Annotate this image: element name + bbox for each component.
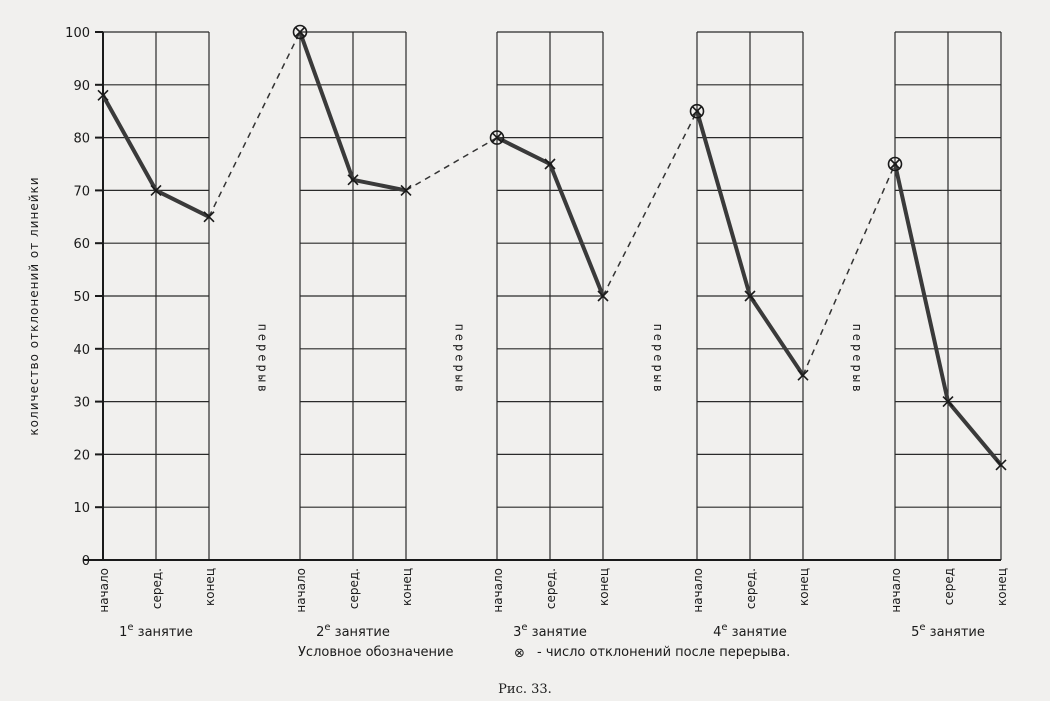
session-label: $5^е$ занятие [911,622,985,640]
x-tick-label: начало [97,568,111,613]
x-tick-label: серед. [544,568,558,610]
x-tick-label: начало [294,568,308,613]
session-label: $4^е$ занятие [713,622,787,640]
y-axis [65,26,1001,569]
x-tick-label: серед [942,568,956,606]
x-tick-label: начало [691,568,705,613]
y-tick-label: 20 [73,448,90,464]
y-tick-label: 30 [73,395,90,411]
legend-text: - число отклонений после перерыва. [537,645,791,660]
y-tick-label: 10 [73,501,90,517]
y-axis-label: количество отклонений от линейки [27,176,41,436]
y-tick-label: 60 [73,237,90,253]
break-connector [603,111,697,296]
y-tick-label: 100 [65,26,90,41]
break-connector [803,164,895,375]
break-label: перерыв [651,323,665,396]
x-tick-label: конец [995,568,1009,606]
x-tick-label: конец [400,568,414,606]
y-tick-label: 40 [73,342,90,358]
break-connector [406,138,497,191]
x-tick-label: серед. [744,568,758,610]
session-label: $1^е$ занятие [119,622,193,640]
x-tick-label: конец [203,568,217,606]
x-tick-label: начало [889,568,903,613]
labels [97,324,1009,640]
legend [298,645,790,661]
break-label: перерыв [452,323,467,396]
session-label: $2^е$ занятие [316,622,390,640]
figure-caption: Рис. 33. [498,682,552,697]
break-label: перерыв [850,323,864,396]
legend-symbol: ⊗ [514,646,525,661]
x-tick-label: начало [491,568,505,613]
grid [103,32,1001,560]
break-connector [209,32,300,217]
y-tick-label: 90 [73,78,90,94]
x-tick-label: конец [797,568,811,606]
x-tick-label: конец [597,568,611,606]
series [98,26,1006,470]
x-tick-label: серед. [347,568,361,610]
y-tick-label: 80 [73,131,90,147]
legend-title: Условное обозначение [298,645,454,660]
y-tick-label: 70 [73,184,90,200]
session-label: $3^е$ занятие [513,622,587,640]
break-connectors [209,32,895,375]
break-label: перерыв [255,323,270,396]
y-tick-label: 50 [73,290,90,305]
y-tick-label: 0 [81,554,90,569]
x-tick-label: серед. [150,568,164,610]
